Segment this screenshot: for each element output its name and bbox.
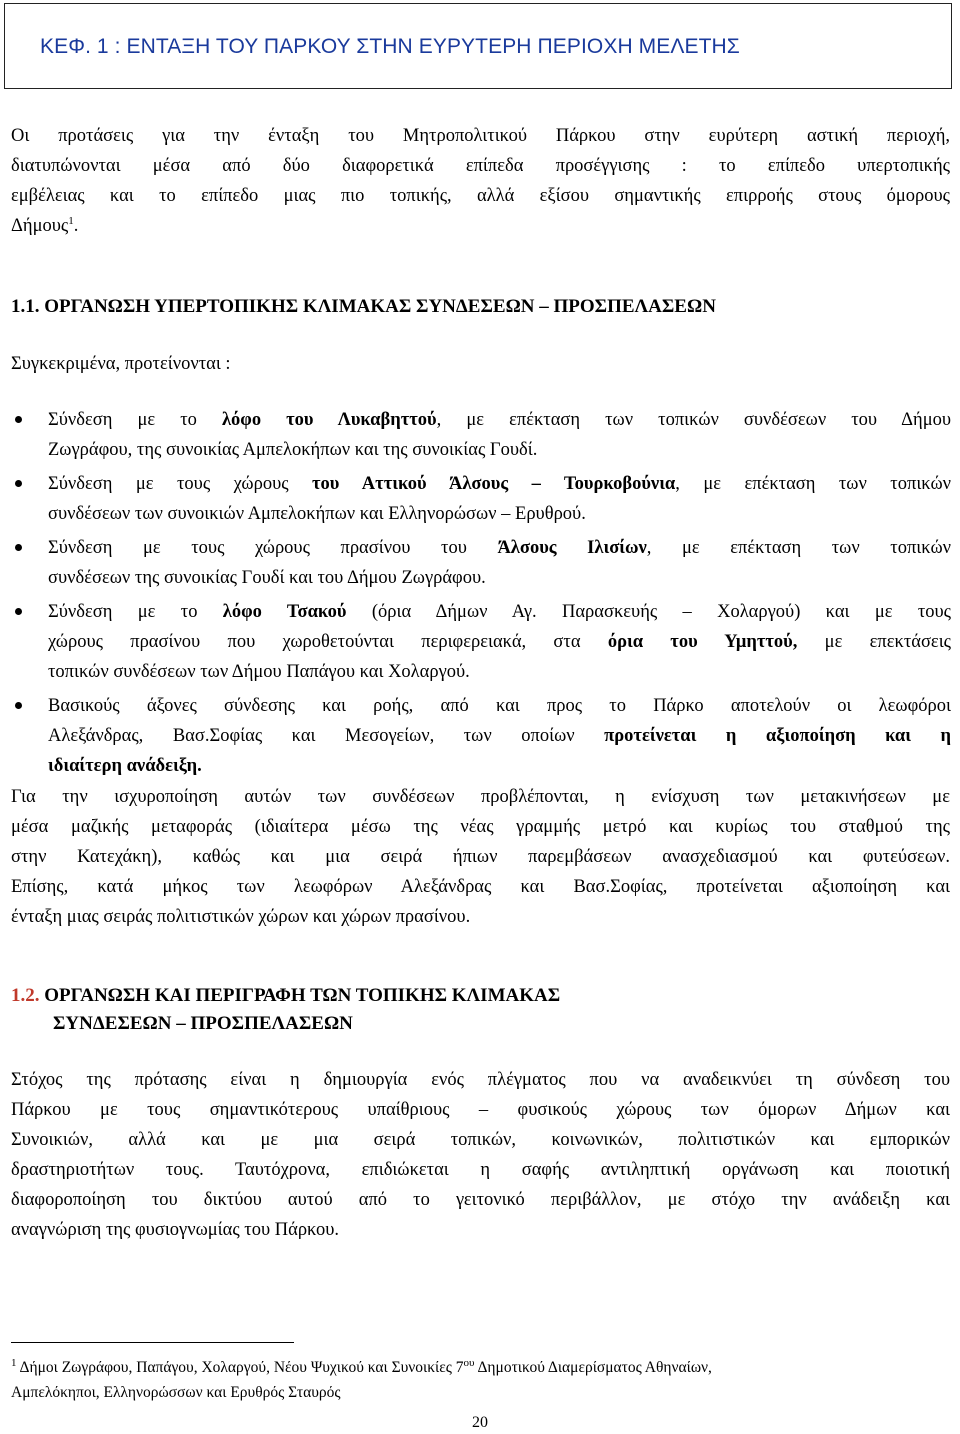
bullet-icon xyxy=(15,416,22,423)
text-line: εμβέλειας και το επίπεδο μιας πιο τοπικής, αλλά εξίσου σημαντικής επιρροής στους όμορους xyxy=(11,186,950,206)
list-item xyxy=(11,469,951,529)
section-heading-1-2 xyxy=(11,981,560,1011)
footnote-divider xyxy=(11,1342,294,1343)
text-line: τοπικών συνδέσεων των Δήμου Παπάγου και Χολαργού. xyxy=(48,662,470,682)
text-line xyxy=(48,405,951,435)
text-fragment: . xyxy=(73,216,79,236)
proposal-list xyxy=(11,405,951,785)
text-line: δραστηριοτήτων τους. Ταυτόχρονα, επιδιώκεται η σαφής αντιληπτική οργάνωση και ποιοτική xyxy=(11,1160,950,1180)
list-item xyxy=(11,533,951,593)
text-line: Οι προτάσεις για την ένταξη του Μητροπολιτικού Πάρκου στην ευρύτερη αστική περιοχή, xyxy=(11,126,950,146)
local-scale-paragraph xyxy=(11,1065,950,1245)
bold-text: του Αττικού Άλσους – Τουρκοβούνια xyxy=(312,474,676,494)
list-item xyxy=(11,597,951,687)
section-lead: Συγκεκριμένα, προτείνονται : xyxy=(11,354,231,374)
section-number: 1.2. xyxy=(11,985,40,1006)
text-fragment: , με επέκταση των τοπικών xyxy=(646,538,951,558)
text-line xyxy=(11,1355,951,1380)
text-line xyxy=(48,721,951,751)
text-line: Επίσης, κατά μήκος των λεωφόρων Αλεξάνδρας και Βασ.Σοφίας, προτείνεται αξιοποίηση και xyxy=(11,877,950,897)
bold-text: όρια του Υμηττού, xyxy=(607,632,798,652)
text-fragment: Δήμους xyxy=(11,216,69,236)
bullet-icon xyxy=(15,608,22,615)
text-fragment: Σύνδεση με το xyxy=(48,410,222,430)
text-line: μέσα μαζικής μεταφοράς (ιδιαίτερα μέσω της νέας γραμμής μετρό και κυρίως του σταθμού της xyxy=(11,817,950,837)
text-fragment: Δημοτικού Διαμερίσματος Αθηναίων, xyxy=(474,1359,712,1376)
text-fragment: Σύνδεση με τους χώρους xyxy=(48,474,312,494)
text-fragment: χώρους πρασίνου που χωροθετούνται περιφερειακά, στα xyxy=(48,632,608,652)
text-line: αναγνώριση της φυσιογνωμίας του Πάρκου. xyxy=(11,1220,340,1240)
bold-text: λόφο του Λυκαβηττού xyxy=(221,410,437,430)
bullet-icon xyxy=(15,702,22,709)
bold-text: λόφο Τσακού xyxy=(222,602,347,622)
text-line: Για την ισχυροποίηση αυτών των συνδέσεων προβλέπονται, η ενίσχυση των μετακινήσεων με xyxy=(11,787,950,807)
footnote xyxy=(11,1355,951,1405)
section-heading-text: ΟΡΓΑΝΩΣΗ ΚΑΙ ΠΕΡΙΓΡΑΦΗ ΤΩΝ ΤΟΠΙΚΗΣ ΚΛΙΜΑΚΑΣ xyxy=(39,985,561,1006)
list-item xyxy=(11,691,951,781)
text-line xyxy=(48,469,951,499)
text-fragment: (όρια Δήμων Αγ. Παρασκευής – Χολαργού) και με τους xyxy=(346,602,952,622)
text-fragment: Αλεξάνδρας, Βασ.Σοφίας και Μεσογείων, των οποίων xyxy=(48,726,605,746)
text-line: συνδέσεων της συνοικίας Γουδί και του Δήμου Ζωγράφου. xyxy=(48,568,486,588)
text-line: ένταξη μιας σειράς πολιτιστικών χώρων και χώρων πρασίνου. xyxy=(11,907,471,927)
list-item xyxy=(11,405,951,465)
text-line xyxy=(48,751,951,781)
intro-paragraph xyxy=(11,121,950,241)
chapter-title: ΚΕΦ. 1 : ΕΝΤΑΞΗ ΤΟΥ ΠΑΡΚΟΥ ΣΤΗΝ ΕΥΡΥΤΕΡΗ ΠΕΡΙΟΧΗ ΜΕΛΕΤΗΣ xyxy=(40,35,740,58)
page-number: 20 xyxy=(472,1414,488,1431)
text-line: διαφοροποίηση του δικτύου αυτού από το γειτονικό περιβάλλον, με στόχο την ανάδειξη και xyxy=(11,1190,950,1210)
bold-text: Άλσους Ιλισίων xyxy=(497,538,647,558)
text-fragment: Σύνδεση με το xyxy=(48,602,223,622)
text-fragment: , με επέκταση των τοπικών συνδέσεων του Δήμου xyxy=(436,410,952,430)
text-line xyxy=(48,533,951,563)
bullet-icon xyxy=(15,544,22,551)
support-paragraph xyxy=(11,782,950,932)
text-line xyxy=(48,627,951,657)
text-line: Στόχος της πρότασης είναι η δημιουργία ενός πλέγματος που να αναδεικνύει τη σύνδεση του xyxy=(11,1070,950,1090)
text-fragment: Δήμοι Ζωγράφου, Παπάγου, Χολαργού, Νέου Ψυχικού και Συνοικίες 7 xyxy=(16,1359,464,1376)
text-line: στην Κατεχάκη), καθώς και μια σειρά ήπιων παρεμβάσεων ανασχεδιασμού και φυτεύσεων. xyxy=(11,847,950,867)
section-heading-1-2-cont: ΣΥΝΔΕΣΕΩΝ – ΠΡΟΣΠΕΛΑΣΕΩΝ xyxy=(53,1013,353,1034)
bold-text: προτείνεται η αξιοποίηση και η xyxy=(604,726,951,746)
section-heading-1-1: 1.1. ΟΡΓΑΝΩΣΗ ΥΠΕΡΤΟΠΙΚΗΣ ΚΛΙΜΑΚΑΣ ΣΥΝΔΕΣΕΩΝ – ΠΡΟΣΠΕΛΑΣΕΩΝ xyxy=(11,296,716,317)
text-line: διατυπώνονται μέσα από δύο διαφορετικά επίπεδα προσέγγισης : το επίπεδο υπερτοπικής xyxy=(11,156,950,176)
text-line: Ζωγράφου, της συνοικίας Αμπελοκήπων και της συνοικίας Γουδί. xyxy=(48,440,538,460)
text-line xyxy=(48,597,951,627)
text-fragment: , με επέκταση των τοπικών xyxy=(675,474,951,494)
text-line: Βασικούς άξονες σύνδεσης και ροής, από και προς το Πάρκο αποτελούν οι λεωφόροι xyxy=(48,696,951,716)
footnote-marker: 1 xyxy=(11,1356,17,1369)
text-line: Συνοικιών, αλλά και με μια σειρά τοπικών, κοινωνικών, πολιτιστικών και εμπορικών xyxy=(11,1130,950,1150)
text-line xyxy=(11,211,950,241)
footnote-reference: 1 xyxy=(68,214,74,227)
text-fragment: με επεκτάσεις xyxy=(797,632,951,652)
text-line: συνδέσεων των συνοικιών Αμπελοκήπων και Ελληνορώσων – Ερυθρού. xyxy=(48,504,586,524)
text-line: Πάρκου με τους σημαντικότερους υπαίθριους – φυσικούς χώρους των όμορων Δήμων και xyxy=(11,1100,950,1120)
text-fragment: Σύνδεση με τους χώρους πρασίνου του xyxy=(48,538,498,558)
text-line: Αμπελόκηποι, Ελληνορώσσων και Ερυθρός Σταυρός xyxy=(11,1384,341,1401)
bullet-icon xyxy=(15,480,22,487)
superscript: ου xyxy=(463,1356,475,1369)
bold-text: ιδιαίτερη ανάδειξη. xyxy=(48,756,202,776)
